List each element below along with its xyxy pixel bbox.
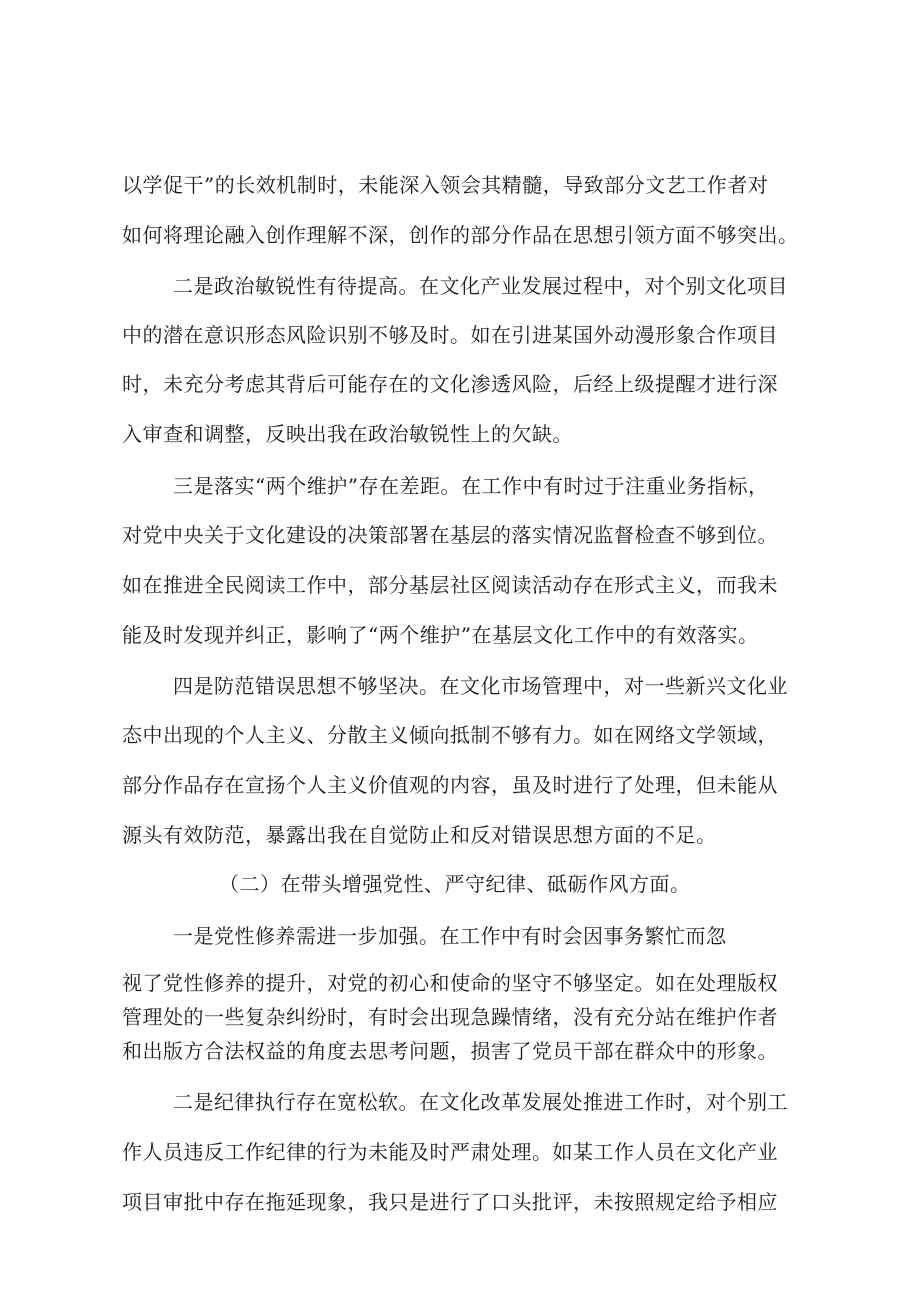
text-line: 态中出现的个人主义、分散主义倾向抵制不够有力。如在网络文学领域， bbox=[122, 723, 778, 747]
text-line: 时，未充分考虑其背后可能存在的文化渗透风险，后经上级提醒才进行深 bbox=[122, 372, 778, 396]
text-line: 视了党性修养的提升，对党的初心和使命的坚守不够坚定。如在处理版权 bbox=[122, 971, 778, 995]
text-line: 和出版方合法权益的角度去思考问题，损害了党员干部在群众中的形象。 bbox=[122, 1039, 778, 1063]
text-line: 入审查和调整，反映出我在政治敏锐性上的欠缺。 bbox=[122, 422, 573, 446]
text-line: 二是政治敏锐性有待提高。在文化产业发展过程中，对个别文化项目 bbox=[173, 274, 788, 298]
text-line: 四是防范错误思想不够坚决。在文化市场管理中，对一些新兴文化业 bbox=[173, 674, 788, 698]
section-heading: （二）在带头增强党性、严守纪律、砥砺作风方面。 bbox=[219, 872, 691, 896]
text-line: 部分作品存在宣扬个人主义价值观的内容，虽及时进行了处理，但未能从 bbox=[122, 773, 778, 797]
text-line: 作人员违反工作纪律的行为未能及时严肃处理。如某工作人员在文化产业 bbox=[122, 1140, 778, 1164]
text-line: 以学促干”的长效机制时，未能深入领会其精髓，导致部分文艺工作者对 bbox=[122, 173, 769, 197]
text-line: 一是党性修养需进一步加强。在工作中有时会因事务繁忙而忽 bbox=[173, 924, 727, 948]
text-line: 中的潜在意识形态风险识别不够及时。如在引进某国外动漫形象合作项目 bbox=[122, 323, 778, 347]
text-line: 管理处的一些复杂纠纷时，有时会出现急躁情绪，没有充分站在维护作者 bbox=[122, 1005, 778, 1029]
text-line: 二是纪律执行存在宽松软。在文化改革发展处推进工作时，对个别工 bbox=[173, 1090, 788, 1114]
text-line: 如何将理论融入创作理解不深，创作的部分作品在思想引领方面不够突出。 bbox=[122, 223, 799, 247]
text-line: 对党中央关于文化建设的决策部署在基层的落实情况监督检查不够到位。 bbox=[122, 523, 778, 547]
text-line: 项目审批中存在拖延现象，我只是进行了口头批评，未按照规定给予相应 bbox=[122, 1190, 778, 1214]
text-line: 如在推进全民阅读工作中，部分基层社区阅读活动存在形式主义，而我未 bbox=[122, 573, 778, 597]
text-line: 三是落实“两个维护”存在差距。在工作中有时过于注重业务指标， bbox=[173, 474, 769, 498]
text-line: 源头有效防范，暴露出我在自觉防止和反对错误思想方面的不足。 bbox=[122, 823, 717, 847]
text-line: 能及时发现并纠正，影响了“两个维护”在基层文化工作中的有效落实。 bbox=[122, 623, 759, 647]
